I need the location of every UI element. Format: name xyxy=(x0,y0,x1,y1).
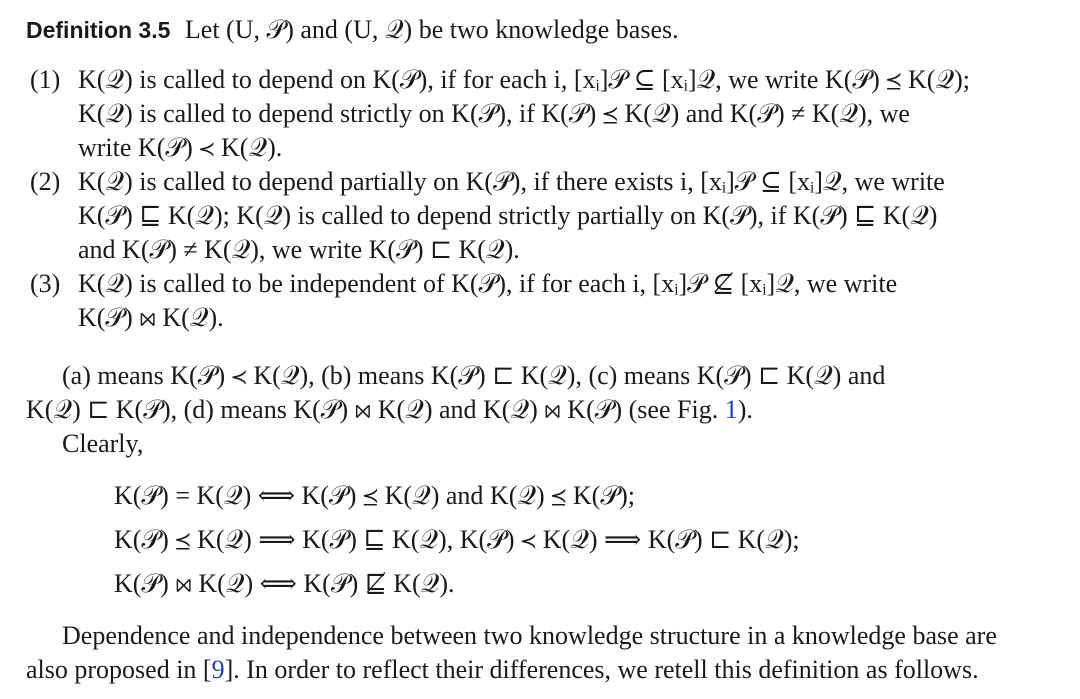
equation-2: K(𝒫) ⪯ K(𝒬) ⟹ K(𝒫) ⊑ K(𝒬), K(𝒫) ≺ K(𝒬) ⟹ K(𝒫) ⊏ K(𝒬); xyxy=(114,525,800,554)
means-line-1: (a) means K(𝒫) ≺ K(𝒬), (b) means K(𝒫) ⊏ K(𝒬), (c) means K(𝒫) ⊏ K(𝒬) and xyxy=(62,361,886,390)
item-3-line-1: K(𝒬) is called to be independent of K(𝒫), if for each i, [xᵢ]𝒫 ⊈ [xᵢ]𝒬, we write xyxy=(78,269,898,298)
item-3-label: (3) xyxy=(30,269,61,298)
clearly-text: Clearly, xyxy=(62,429,144,458)
definition-line xyxy=(26,14,679,46)
item-1-line-1: K(𝒬) is called to depend on K(𝒫), if for each i, [xᵢ]𝒫 ⊆ [xᵢ]𝒬, we write K(𝒫) ⪯ K(𝒬); xyxy=(78,65,970,94)
item-2-line-3: and K(𝒫) ≠ K(𝒬), we write K(𝒫) ⊏ K(𝒬). xyxy=(78,235,520,264)
closing-line-2-end: ]. In order to reflect their differences, we retell this definition as follows. xyxy=(224,655,979,684)
equation-3: K(𝒫) ⋈ K(𝒬) ⟺ K(𝒫) ⋢ K(𝒬). xyxy=(114,569,455,598)
means-line-2-end: ). xyxy=(737,395,753,424)
item-3-line-2: K(𝒫) ⋈ K(𝒬). xyxy=(78,303,224,332)
closing-line-2-text: also proposed in [ xyxy=(26,655,212,684)
item-1-line-3: write K(𝒫) ≺ K(𝒬). xyxy=(78,133,283,162)
figure-reference-link[interactable]: 1 xyxy=(724,395,738,424)
closing-line-2 xyxy=(26,654,979,686)
definition-intro: Let (U, 𝒫) and (U, 𝒬) be two knowledge bases. xyxy=(184,15,679,44)
closing-line-1: Dependence and independence between two knowledge structure in a knowledge base are xyxy=(62,621,997,650)
means-line-2-text: K(𝒬) ⊏ K(𝒫), (d) means K(𝒫) ⋈ K(𝒬) and K(𝒬) ⋈ K(𝒫) (see Fig. xyxy=(26,395,725,424)
means-line-2 xyxy=(26,394,753,426)
item-1-line-2: K(𝒬) is called to depend strictly on K(𝒫), if K(𝒫) ⪯ K(𝒬) and K(𝒫) ≠ K(𝒬), we xyxy=(78,99,910,128)
item-2-label: (2) xyxy=(30,167,61,196)
item-2-line-2: K(𝒫) ⊑ K(𝒬); K(𝒬) is called to depend strictly partially on K(𝒫), if K(𝒫) ⊑ K(𝒬) xyxy=(78,201,938,230)
equation-1: K(𝒫) = K(𝒬) ⟺ K(𝒫) ⪯ K(𝒬) and K(𝒬) ⪯ K(𝒫); xyxy=(114,481,635,510)
item-1-label: (1) xyxy=(30,65,61,94)
item-2-line-1: K(𝒬) is called to depend partially on K(𝒫), if there exists i, [xᵢ]𝒫 ⊆ [xᵢ]𝒬, we write xyxy=(78,167,945,196)
citation-link[interactable]: 9 xyxy=(211,655,225,684)
definition-heading: Definition 3.5 xyxy=(26,17,171,43)
